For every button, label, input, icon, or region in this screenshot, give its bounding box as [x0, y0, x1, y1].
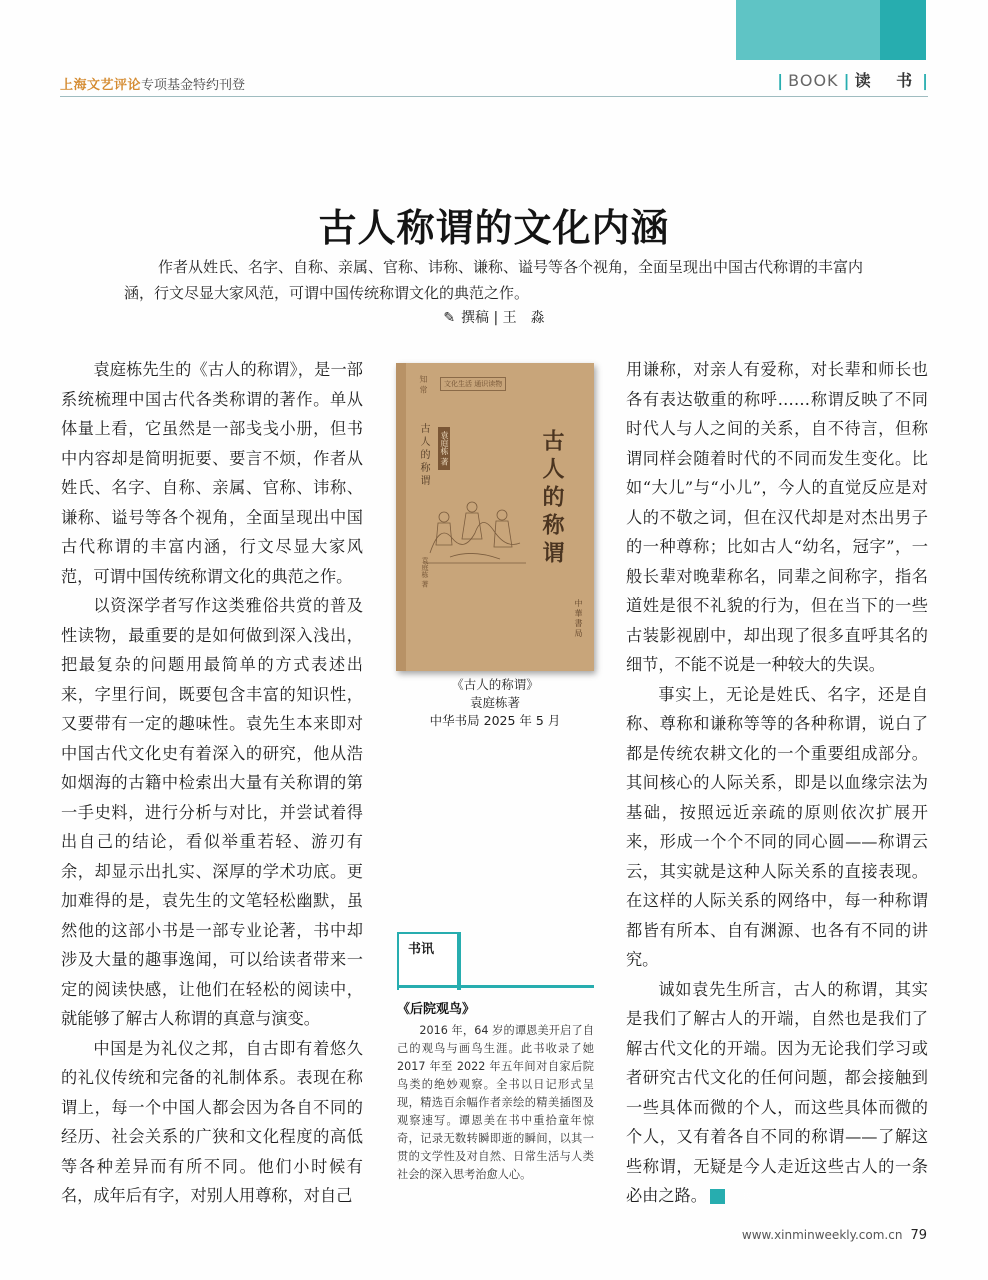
- end-mark-icon: 民: [710, 1189, 725, 1204]
- news-text: 2016 年，64 岁的谭恩美开启了自己的观鸟与画鸟生涯。此书收录了她 2017 年至 2022 年五年间对自家后院鸟类的绝妙观察。全书以日记形式呈现，精选百余幅作者亲绘的精美插图及观察速写。谭恩美在书中重拾童年惊奇，记录无数转瞬即逝的瞬间，以其一贯的文学性及对自然、日常生活与人类社会的深入思考治愈人心。: [397, 1024, 594, 1181]
- caption-title: 《古人的称谓》: [451, 677, 539, 692]
- cover-author-tag: 袁庭栋 著: [438, 427, 450, 470]
- cover-publisher: 中華書局: [574, 599, 583, 639]
- footer-url: www.xinminweekly.com.cn: [741, 1228, 903, 1242]
- cover-side-author: 袁庭栋 著: [421, 557, 429, 588]
- paragraph-continuation: 用谦称，对亲人有爱称，对长辈和师长也各有表达敬重的称呼……称谓反映了不同时代人与人之间的关系，自不待言，但称谓同样会随着时代的不同而发生变化。比如“大儿”与“小儿”，今人的直觉反应是对人的不敬之词，但在汉代却是对杰出男子的一种尊称；比如古人“幼名，冠字”，一般长辈对晚辈称名，同辈之间称字，指名道姓是很不礼貌的行为，但在当下的一些古装影视剧中，却出现了很多直呼其名的细节，不能不说是一种较大的失误。: [626, 360, 928, 674]
- news-label: 书讯: [408, 942, 435, 957]
- book-cover-image: [396, 363, 594, 671]
- caption-author: 袁庭栋著: [469, 695, 520, 710]
- section-tag: | BOOK | 读 书|: [777, 71, 928, 90]
- byline-text: 撰稿 | 王 淼: [461, 310, 545, 326]
- article-title: 古人称谓的文化内涵: [318, 205, 670, 250]
- cover-illustration: [420, 483, 530, 573]
- paragraph: 以资深学者写作这类雅俗共赏的普及性读物，最重要的是如何做到深入浅出，把最复杂的问题用最简单的方式表述出来，字里行间，既要包含丰富的知识性，又要带有一定的趣味性。袁先生本来即对中国古代文化史有着深入的研究，他从浩如烟海的古籍中检索出大量有关称谓的第一手史料，进行分析与对比，并尝试着得出自己的结论，看似举重若轻、游刃有余，却显示出扎实、深厚的学术功底。更加难得的是，袁先生的文笔轻松幽默，虽然他的这部小书是一部专业论著，书中却涉及大量的趣事逸闻，可以给读者带来一定的阅读快感，让他们在轻松的阅读中，就能够了解古人称谓的真意与演变。: [61, 596, 363, 1028]
- cover-imprint: 知 常: [419, 375, 428, 394]
- sponsor-tag: [60, 74, 245, 93]
- cover-side-title: 古人的称谓: [418, 423, 429, 488]
- book-caption: [396, 676, 594, 730]
- header-color-block: [736, 0, 926, 60]
- cover-title: 古人的称谓: [539, 429, 565, 569]
- paragraph-text: 诚如袁先生所言，古人的称谓，其实是我们了解古人的开端，自然也是我们了解古代文化的开端。因为无论我们学习或者研究古代文化的任何问题，都会接触到一些具体而微的个人，而这些具体而微的个人，又有着各自不同的称谓——了解这些称谓，无疑是今人走近这些古人的一条必由之路。: [626, 979, 928, 1205]
- news-book-title: 《后院观鸟》: [397, 1002, 476, 1017]
- right-column: [626, 355, 928, 1225]
- news-rule: [397, 985, 594, 988]
- page-number: 79: [910, 1228, 927, 1243]
- sponsor-brand: 上海文艺评论: [60, 78, 142, 93]
- section-en: BOOK: [788, 71, 839, 90]
- header-rule: [60, 96, 928, 97]
- paragraph: [626, 975, 928, 1211]
- paragraph: 事实上，无论是姓氏、名字，还是自称、尊称和谦称等等的各种称谓，说白了都是传统农耕文化的一个重要组成部分。其间核心的人际关系，即是以血缘宗法为基础，按照远近亲疏的原则依次扩展开来，形成一个个不同的同心圆——称谓云云，其实就是这种人际关系的直接表现。在这样的人际关系的网络中，每一种称谓都皆有所本、自有渊源、也各有不同的讲究。: [626, 684, 928, 969]
- caption-publisher: 中华书局 2025 年 5 月: [429, 713, 561, 728]
- left-column: [61, 355, 363, 1225]
- byline: [0, 307, 988, 327]
- paragraph: 袁庭栋先生的《古人的称谓》，是一部系统梳理中国古代各类称谓的著作。单从体量上看，它虽然是一部戋戋小册，但书中内容却是简明扼要、要言不烦，作者从姓氏、名字、自称、亲属、官称、讳称、谦称、谥号等各个视角，全面呈现出中国古代称谓的丰富内涵，行文尽显大家风范，可谓中国传统称谓文化的典范之作。: [61, 360, 363, 586]
- pen-icon: ✎: [443, 310, 456, 326]
- sponsor-suffix: 专项基金特约刊登: [141, 78, 246, 93]
- article-deck: 作者从姓氏、名字、自称、亲属、官称、讳称、谦称、谥号等各个视角，全面呈现出中国古代称谓的丰富内涵，行文尽显大家风范，可谓中国传统称谓文化的典范之作。: [124, 258, 864, 302]
- cover-series: 文化生活 通识读物: [440, 377, 506, 391]
- footer: [742, 1228, 927, 1243]
- section-cn: 读 书: [854, 71, 923, 90]
- paragraph: 中国是为礼仪之邦，自古即有着悠久的礼仪传统和完备的礼制体系。表现在称谓上，每一个中国人都会因为各自不同的经历、社会关系的广狭和文化程度的高低等各种差异而有所不同。他们小时候有名，成年后有字，对别人用尊称，对自己: [61, 1038, 363, 1205]
